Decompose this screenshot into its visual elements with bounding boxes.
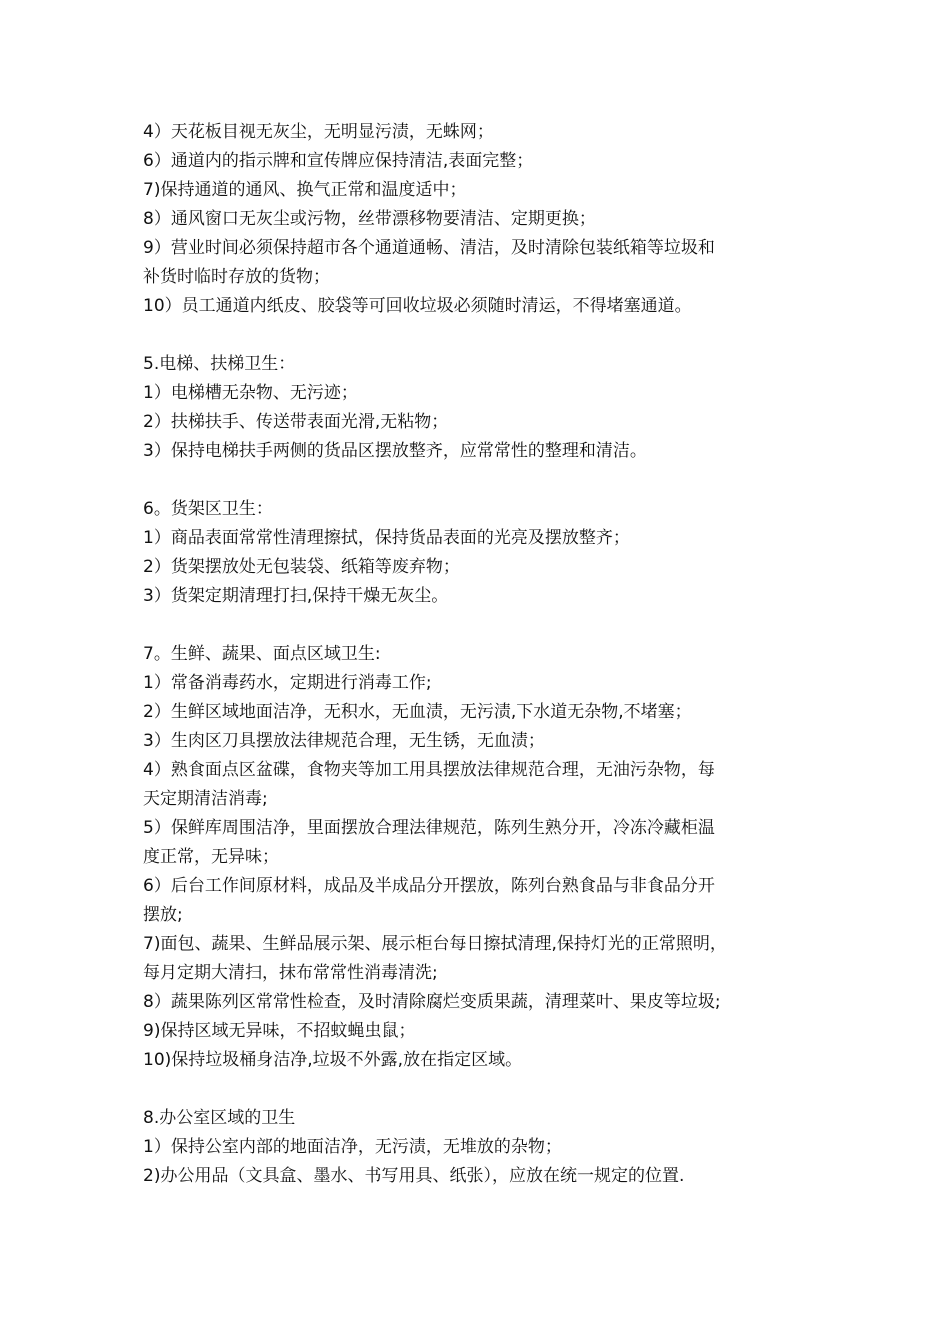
- document-body: [143, 118, 823, 1191]
- text-line: 摆放;: [143, 905, 183, 925]
- section-heading: 6。货架区卫生：: [143, 499, 273, 519]
- text-line: 9)保持区域无异味，不招蚊蝇虫鼠；: [143, 1021, 416, 1041]
- text-line: 补货时临时存放的货物；: [143, 267, 330, 287]
- text-line: 5）保鲜库周围洁净，里面摆放合理法律规范，陈列生熟分开，冷冻冷藏柜温: [143, 818, 715, 838]
- text-line: 1）电梯槽无杂物、无污迹；: [143, 383, 358, 403]
- section-heading: 7。生鲜、蔬果、面点区域卫生:: [143, 644, 381, 664]
- text-line: 天定期清洁消毒;: [143, 789, 268, 809]
- text-line: 度正常，无异味；: [143, 847, 279, 867]
- blank-line: [143, 611, 823, 640]
- text-line: 4）熟食面点区盆碟，食物夹等加工用具摆放法律规范合理，无油污杂物，每: [143, 760, 715, 780]
- section-heading: 8.办公室区域的卫生: [143, 1108, 296, 1128]
- blank-line: [143, 1075, 823, 1104]
- text-line: 4）天花板目视无灰尘，无明显污渍，无蛛网；: [143, 122, 494, 142]
- text-line: 9）营业时间必须保持超市各个通道通畅、清洁，及时清除包装纸箱等垃圾和: [143, 238, 715, 258]
- text-line: 3）保持电梯扶手两侧的货品区摆放整齐，应常常性的整理和清洁。: [143, 441, 647, 461]
- text-line: 7)保持通道的通风、换气正常和温度适中；: [143, 180, 467, 200]
- text-line: 3）生肉区刀具摆放法律规范合理，无生锈，无血渍；: [143, 731, 545, 751]
- text-line: 2)办公用品（文具盒、墨水、书写用具、纸张），应放在统一规定的位置.: [143, 1166, 685, 1186]
- text-line: 2）货架摆放处无包装袋、纸箱等废弃物；: [143, 557, 460, 577]
- text-line: 1）常备消毒药水，定期进行消毒工作;: [143, 673, 432, 693]
- blank-line: [143, 466, 823, 495]
- text-line: 1）保持公室内部的地面洁净，无污渍，无堆放的杂物；: [143, 1137, 562, 1157]
- text-line: 每月定期大清扫，抹布常常性消毒清洗;: [143, 963, 438, 983]
- text-line: 6）通道内的指示牌和宣传牌应保持清洁,表面完整；: [143, 151, 534, 171]
- text-line: 1）商品表面常常性清理擦拭，保持货品表面的光亮及摆放整齐；: [143, 528, 630, 548]
- text-line: 8）通风窗口无灰尘或污物，丝带漂移物要清洁、定期更换；: [143, 209, 596, 229]
- section-heading: 5.电梯、扶梯卫生：: [143, 354, 296, 374]
- text-line: 10)保持垃圾桶身洁净,垃圾不外露,放在指定区域。: [143, 1050, 523, 1070]
- text-line: 2）扶梯扶手、传送带表面光滑,无粘物；: [143, 412, 449, 432]
- text-line: 10）员工通道内纸皮、胶袋等可回收垃圾必须随时清运，不得堵塞通道。: [143, 296, 692, 316]
- blank-line: [143, 321, 823, 350]
- text-line: 7)面包、蔬果、生鲜品展示架、展示柜台每日擦拭清理,保持灯光的正常照明，: [143, 934, 727, 954]
- text-line: 8）蔬果陈列区常常性检查，及时清除腐烂变质果蔬，清理菜叶、果皮等垃圾;: [143, 992, 721, 1012]
- text-line: 2）生鲜区域地面洁净，无积水，无血渍，无污渍,下水道无杂物,不堵塞；: [143, 702, 692, 722]
- text-line: 6）后台工作间原材料，成品及半成品分开摆放，陈列台熟食品与非食品分开: [143, 876, 715, 896]
- text-line: 3）货架定期清理打扫,保持干燥无灰尘。: [143, 586, 449, 606]
